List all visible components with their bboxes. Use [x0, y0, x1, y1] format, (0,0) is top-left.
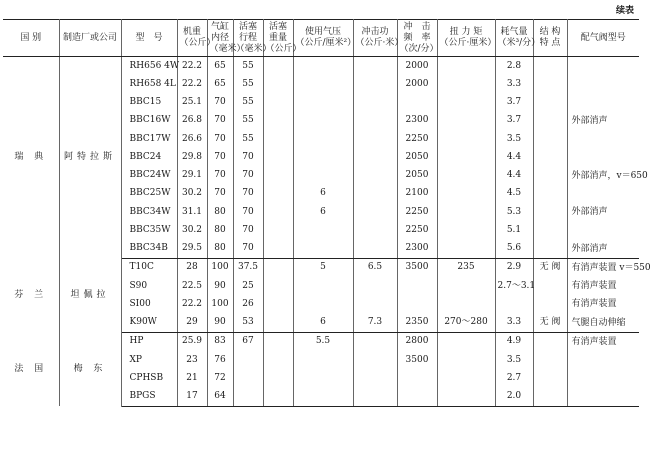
cell-piston-weight	[263, 221, 293, 239]
cell-pressure: 6	[293, 203, 353, 221]
header-country: 国 别	[3, 20, 59, 57]
cell-air: 5.3	[495, 203, 533, 221]
cell-model: BBC17W	[121, 130, 177, 148]
cell-bore: 70	[207, 185, 233, 203]
cell-air: 2.0	[495, 388, 533, 407]
cell-remark	[567, 388, 639, 407]
cell-weight: 22.2	[177, 75, 207, 93]
cell-pressure	[293, 130, 353, 148]
cell-structure	[533, 332, 567, 351]
cell-bore: 100	[207, 258, 233, 277]
cell-torque	[437, 75, 495, 93]
cell-weight: 22.2	[177, 295, 207, 313]
cell-stroke: 37.5	[233, 258, 263, 277]
cell-impact-energy	[353, 277, 397, 295]
cell-stroke: 70	[233, 240, 263, 259]
cell-torque	[437, 277, 495, 295]
cell-bore: 80	[207, 240, 233, 259]
cell-pressure	[293, 277, 353, 295]
cell-stroke: 70	[233, 148, 263, 166]
cell-torque	[437, 221, 495, 239]
cell-air: 5.1	[495, 221, 533, 239]
cell-model: BPGS	[121, 388, 177, 407]
cell-structure: 无 阀	[533, 258, 567, 277]
cell-remark	[567, 75, 639, 93]
cell-impact-energy	[353, 130, 397, 148]
cell-model: HP	[121, 332, 177, 351]
cell-impact-freq	[397, 295, 437, 313]
cell-remark	[567, 185, 639, 203]
cell-pressure	[293, 388, 353, 407]
cell-weight: 17	[177, 388, 207, 407]
cell-structure	[533, 351, 567, 369]
cell-structure	[533, 185, 567, 203]
cell-model: S90	[121, 277, 177, 295]
cell-impact-freq: 2350	[397, 314, 437, 333]
cell-weight: 25.9	[177, 332, 207, 351]
cell-torque	[437, 185, 495, 203]
cell-impact-energy	[353, 57, 397, 76]
cell-weight: 23	[177, 351, 207, 369]
header-weight: 机重 （公斤）	[177, 20, 207, 57]
cell-remark: 外部消声	[567, 203, 639, 221]
cell-pressure	[293, 75, 353, 93]
cell-remark	[567, 221, 639, 239]
cell-model: K90W	[121, 314, 177, 333]
cell-stroke: 67	[233, 332, 263, 351]
cell-pressure	[293, 295, 353, 313]
cell-remark: 气腿自动伸缩	[567, 314, 639, 333]
header-impact-energy: 冲击功 （公斤·米）	[353, 20, 397, 57]
cell-impact-freq: 2050	[397, 148, 437, 166]
header-torque: 扭 力 矩 （公斤·厘米）	[437, 20, 495, 57]
cell-structure	[533, 130, 567, 148]
cell-impact-energy	[353, 388, 397, 407]
cell-bore: 90	[207, 314, 233, 333]
cell-pressure	[293, 112, 353, 130]
cell-bore: 65	[207, 57, 233, 76]
cell-torque	[437, 295, 495, 313]
cell-remark: 外部消声	[567, 240, 639, 259]
cell-model: BBC25W	[121, 185, 177, 203]
cell-air: 2.7	[495, 369, 533, 387]
cell-stroke: 70	[233, 203, 263, 221]
cell-impact-freq: 3500	[397, 258, 437, 277]
cell-air: 3.3	[495, 314, 533, 333]
cell-stroke: 55	[233, 130, 263, 148]
cell-piston-weight	[263, 75, 293, 93]
cell-torque	[437, 240, 495, 259]
cell-impact-freq: 2000	[397, 75, 437, 93]
cell-model: RH656 4W	[121, 57, 177, 76]
cell-torque: 235	[437, 258, 495, 277]
cell-impact-freq: 2250	[397, 130, 437, 148]
cell-maker: 梅 东	[59, 332, 121, 406]
cell-structure	[533, 277, 567, 295]
cell-country: 法 国	[3, 332, 59, 406]
cell-piston-weight	[263, 332, 293, 351]
cell-torque: 270～280	[437, 314, 495, 333]
cell-impact-energy: 7.3	[353, 314, 397, 333]
cell-structure	[533, 295, 567, 313]
cell-bore: 70	[207, 112, 233, 130]
header-model: 型 号	[121, 20, 177, 57]
cell-structure	[533, 94, 567, 112]
cell-maker: 坦佩拉	[59, 258, 121, 332]
cell-torque	[437, 203, 495, 221]
cell-stroke: 70	[233, 167, 263, 185]
cell-piston-weight	[263, 148, 293, 166]
table-header-row	[3, 20, 639, 57]
cell-air: 2.7～3.1	[495, 277, 533, 295]
cell-piston-weight	[263, 203, 293, 221]
cell-stroke: 55	[233, 57, 263, 76]
cell-air: 3.3	[495, 75, 533, 93]
header-maker: 制造厂或公司	[59, 20, 121, 57]
cell-impact-energy	[353, 94, 397, 112]
cell-piston-weight	[263, 57, 293, 76]
cell-impact-energy	[353, 369, 397, 387]
cell-model: BBC34B	[121, 240, 177, 259]
cell-pressure	[293, 369, 353, 387]
cell-model: T10C	[121, 258, 177, 277]
cell-torque	[437, 130, 495, 148]
cell-impact-energy	[353, 185, 397, 203]
cell-structure	[533, 167, 567, 185]
cell-torque	[437, 57, 495, 76]
cell-model: BBC35W	[121, 221, 177, 239]
cell-structure	[533, 369, 567, 387]
header-piston-weight: 活塞 重量 （公斤）	[263, 20, 293, 57]
cell-impact-freq: 2050	[397, 167, 437, 185]
cell-stroke	[233, 388, 263, 407]
cell-structure: 无 阀	[533, 314, 567, 333]
cell-remark: 有消声装置 v＝550	[567, 258, 639, 277]
cell-bore: 80	[207, 221, 233, 239]
cell-air	[495, 295, 533, 313]
cell-pressure: 5	[293, 258, 353, 277]
cell-torque	[437, 351, 495, 369]
cell-bore: 100	[207, 295, 233, 313]
table-body	[3, 57, 651, 407]
cell-weight: 26.6	[177, 130, 207, 148]
cell-weight: 28	[177, 258, 207, 277]
cell-bore: 70	[207, 130, 233, 148]
cell-country: 瑞 典	[3, 57, 59, 259]
cell-piston-weight	[263, 240, 293, 259]
cell-impact-freq: 2000	[397, 57, 437, 76]
cell-pressure	[293, 94, 353, 112]
cell-torque	[437, 112, 495, 130]
cell-impact-freq	[397, 94, 437, 112]
cell-structure	[533, 57, 567, 76]
cell-weight: 22.2	[177, 57, 207, 76]
cell-air: 4.4	[495, 167, 533, 185]
cell-weight: 29.1	[177, 167, 207, 185]
cell-pressure: 6	[293, 314, 353, 333]
cell-air: 2.9	[495, 258, 533, 277]
cell-remark	[567, 94, 639, 112]
cell-weight: 26.8	[177, 112, 207, 130]
cell-remark	[567, 148, 639, 166]
cell-impact-freq: 2250	[397, 203, 437, 221]
cell-pressure	[293, 148, 353, 166]
cell-model: XP	[121, 351, 177, 369]
cell-model: BBC15	[121, 94, 177, 112]
cell-impact-energy	[353, 203, 397, 221]
cell-structure	[533, 203, 567, 221]
table-row	[3, 332, 639, 351]
cell-weight: 30.2	[177, 221, 207, 239]
cell-structure	[533, 240, 567, 259]
cell-stroke	[233, 351, 263, 369]
cell-torque	[437, 388, 495, 407]
cell-impact-freq: 2250	[397, 221, 437, 239]
drill-spec-table	[3, 19, 651, 407]
cell-structure	[533, 388, 567, 407]
cell-pressure	[293, 57, 353, 76]
cell-stroke	[233, 369, 263, 387]
cell-structure	[533, 221, 567, 239]
cell-bore: 90	[207, 277, 233, 295]
cell-pressure: 6	[293, 185, 353, 203]
cell-weight: 21	[177, 369, 207, 387]
cell-torque	[437, 369, 495, 387]
cell-structure	[533, 75, 567, 93]
cell-torque	[437, 94, 495, 112]
header-accessory: 配气阀型号	[567, 20, 639, 57]
cell-air: 3.5	[495, 351, 533, 369]
cell-impact-energy: 6.5	[353, 258, 397, 277]
cell-piston-weight	[263, 277, 293, 295]
cell-model: BBC16W	[121, 112, 177, 130]
cell-pressure	[293, 351, 353, 369]
cell-remark	[567, 130, 639, 148]
cell-impact-freq: 2300	[397, 112, 437, 130]
header-structure: 结 构 特 点	[533, 20, 567, 57]
cell-piston-weight	[263, 369, 293, 387]
cell-air: 5.6	[495, 240, 533, 259]
cell-stroke: 55	[233, 112, 263, 130]
cell-impact-freq: 3500	[397, 351, 437, 369]
cell-model: CPHSB	[121, 369, 177, 387]
cell-piston-weight	[263, 295, 293, 313]
cell-piston-weight	[263, 388, 293, 407]
cell-weight: 29	[177, 314, 207, 333]
cell-stroke: 26	[233, 295, 263, 313]
cell-bore: 70	[207, 148, 233, 166]
cell-stroke: 70	[233, 221, 263, 239]
cell-bore: 76	[207, 351, 233, 369]
cell-impact-energy	[353, 75, 397, 93]
cell-torque	[437, 167, 495, 185]
header-impact-freq: 冲 击 频 率 （次/分）	[397, 20, 437, 57]
table-row	[3, 57, 639, 76]
cell-air: 4.5	[495, 185, 533, 203]
cell-impact-energy	[353, 167, 397, 185]
cell-piston-weight	[263, 258, 293, 277]
cell-remark	[567, 369, 639, 387]
header-pressure: 使用气压 （公斤/厘米²）	[293, 20, 353, 57]
cell-piston-weight	[263, 94, 293, 112]
cell-remark	[567, 57, 639, 76]
cell-impact-freq: 2300	[397, 240, 437, 259]
cell-bore: 80	[207, 203, 233, 221]
cell-country: 芬 兰	[3, 258, 59, 332]
cell-model: RH658 4L	[121, 75, 177, 93]
cell-impact-energy	[353, 221, 397, 239]
cell-pressure	[293, 167, 353, 185]
cell-stroke: 25	[233, 277, 263, 295]
cell-pressure: 5.5	[293, 332, 353, 351]
cell-remark: 有消声装置	[567, 332, 639, 351]
cell-model: BBC34W	[121, 203, 177, 221]
cell-weight: 25.1	[177, 94, 207, 112]
cell-model: BBC24	[121, 148, 177, 166]
cell-weight: 22.5	[177, 277, 207, 295]
cell-weight: 30.2	[177, 185, 207, 203]
cell-pressure	[293, 240, 353, 259]
cell-impact-energy	[353, 240, 397, 259]
cell-piston-weight	[263, 167, 293, 185]
cell-maker: 阿特拉斯	[59, 57, 121, 259]
cell-air: 3.5	[495, 130, 533, 148]
cell-pressure	[293, 221, 353, 239]
cell-impact-freq	[397, 277, 437, 295]
cell-impact-freq	[397, 388, 437, 407]
cell-stroke: 55	[233, 94, 263, 112]
cell-bore: 64	[207, 388, 233, 407]
cell-stroke: 55	[233, 75, 263, 93]
cell-structure	[533, 112, 567, 130]
cell-stroke: 53	[233, 314, 263, 333]
table-row	[3, 258, 639, 277]
cell-impact-freq	[397, 369, 437, 387]
cell-remark	[567, 351, 639, 369]
cell-structure	[533, 148, 567, 166]
cell-stroke: 70	[233, 185, 263, 203]
cell-air: 3.7	[495, 94, 533, 112]
cell-weight: 29.5	[177, 240, 207, 259]
cell-torque	[437, 148, 495, 166]
cell-bore: 70	[207, 167, 233, 185]
cell-piston-weight	[263, 112, 293, 130]
cell-air: 2.8	[495, 57, 533, 76]
cell-air: 3.7	[495, 112, 533, 130]
continued-label: 续表	[615, 6, 634, 16]
cell-remark: 外部消声，v＝650	[567, 167, 639, 185]
header-bore: 气缸 内径 （毫米）	[207, 20, 233, 57]
cell-impact-energy	[353, 295, 397, 313]
cell-weight: 31.1	[177, 203, 207, 221]
cell-piston-weight	[263, 351, 293, 369]
cell-model: BBC24W	[121, 167, 177, 185]
cell-bore: 65	[207, 75, 233, 93]
cell-impact-energy	[353, 112, 397, 130]
header-air: 耗气量 （米³/分）	[495, 20, 533, 57]
cell-bore: 72	[207, 369, 233, 387]
cell-piston-weight	[263, 130, 293, 148]
header-stroke: 活塞 行程 （毫米）	[233, 20, 263, 57]
cell-bore: 70	[207, 94, 233, 112]
cell-bore: 83	[207, 332, 233, 351]
cell-piston-weight	[263, 185, 293, 203]
cell-remark: 有消声装置	[567, 277, 639, 295]
cell-impact-energy	[353, 351, 397, 369]
cell-impact-freq: 2100	[397, 185, 437, 203]
cell-remark: 外部消声	[567, 112, 639, 130]
cell-air: 4.9	[495, 332, 533, 351]
cell-remark: 有消声装置	[567, 295, 639, 313]
cell-impact-freq: 2800	[397, 332, 437, 351]
cell-torque	[437, 332, 495, 351]
cell-piston-weight	[263, 314, 293, 333]
cell-weight: 29.8	[177, 148, 207, 166]
cell-model: SI00	[121, 295, 177, 313]
cell-impact-energy	[353, 148, 397, 166]
cell-impact-energy	[353, 332, 397, 351]
cell-air: 4.4	[495, 148, 533, 166]
